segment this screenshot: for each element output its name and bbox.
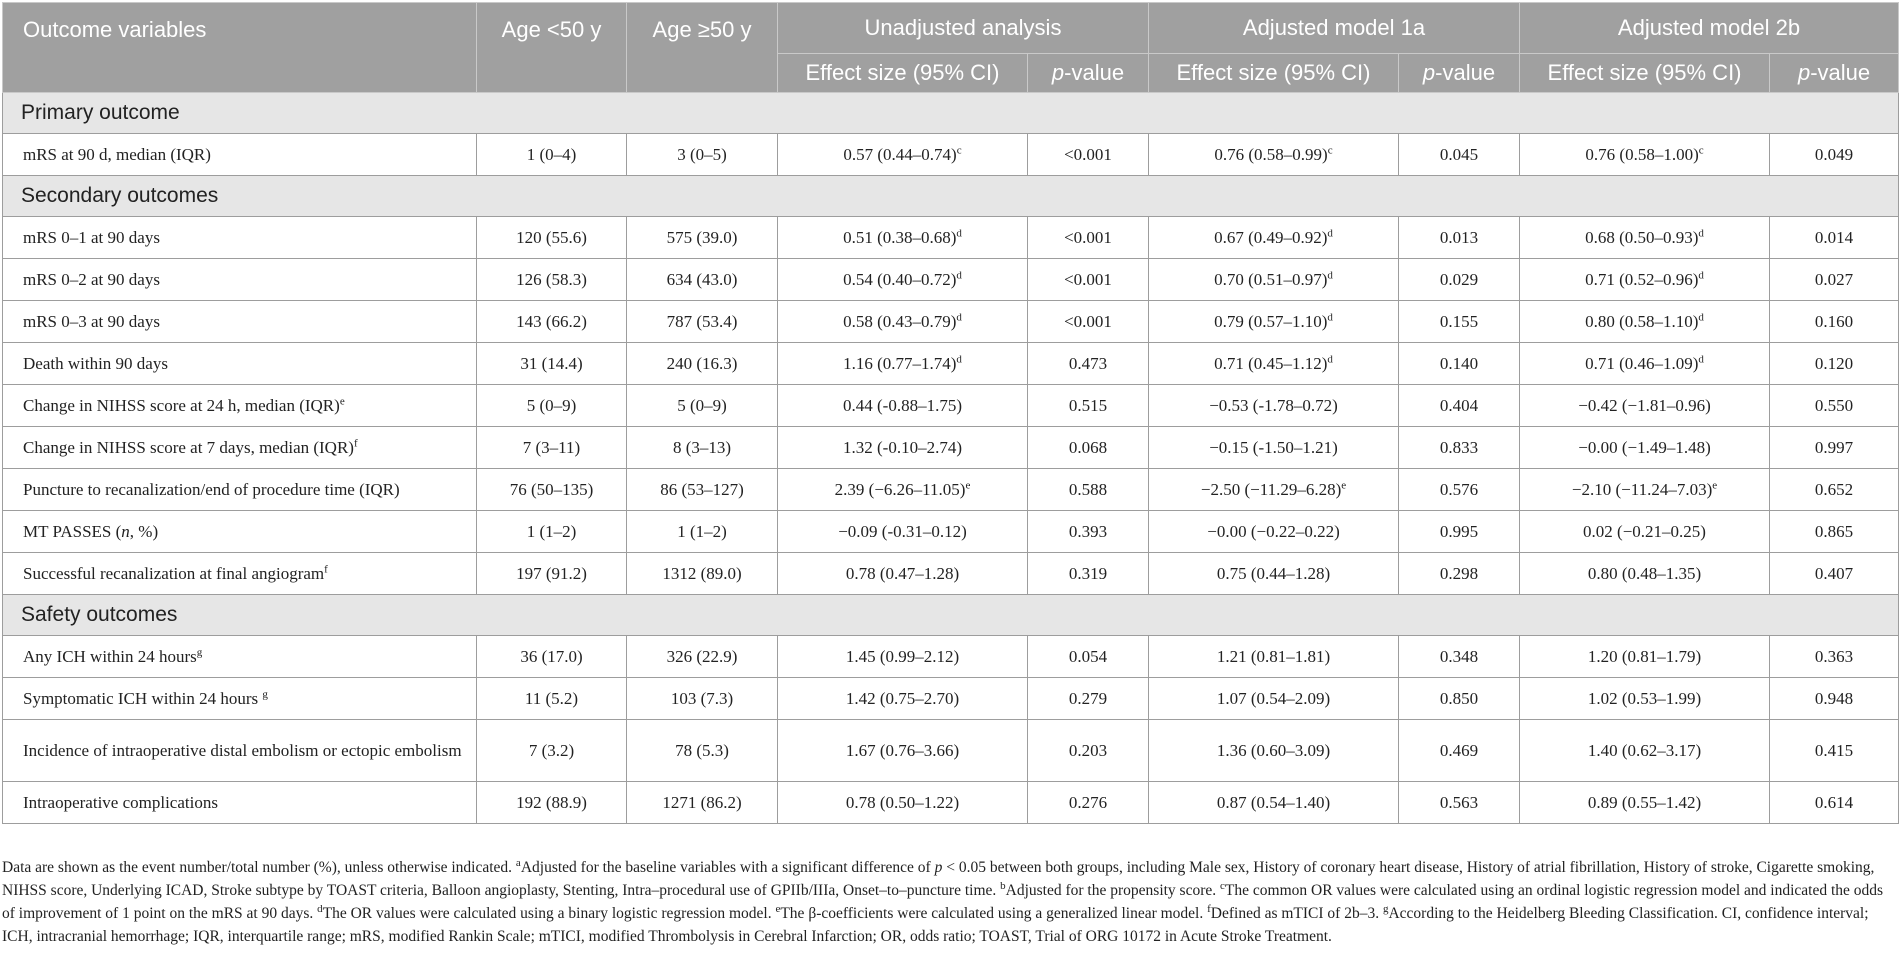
outcome-label: [3, 782, 477, 824]
cell-p-value: <0.001: [1028, 259, 1149, 301]
table-row: [3, 134, 1899, 176]
table-row: [3, 469, 1899, 511]
outcome-label: [3, 343, 477, 385]
section-title: Secondary outcomes: [3, 176, 1899, 217]
header-effect-size: Effect size (95% CI): [1149, 54, 1399, 93]
cell-age-under-50: 120 (55.6): [477, 217, 627, 259]
cell-age-50-plus: 634 (43.0): [627, 259, 778, 301]
cell-p-value: 0.027: [1770, 259, 1899, 301]
outcome-label-text: Change in NIHSS score at 24 h, median (IQR): [23, 395, 340, 415]
header-model-1a: Adjusted model 1a: [1149, 3, 1520, 54]
outcome-label: [3, 301, 477, 343]
footnote-mark: d: [956, 352, 962, 365]
cell-effect-size: [1520, 259, 1770, 301]
cell-effect-size: [1520, 427, 1770, 469]
effect-size-value: 0.80 (0.48–1.35): [1587, 563, 1702, 583]
header-effect-size: Effect size (95% CI): [1520, 54, 1770, 93]
cell-effect-size: [1149, 720, 1399, 782]
outcome-label: [3, 636, 477, 678]
effect-size-value: 1.20 (0.81–1.79): [1587, 646, 1702, 666]
cell-effect-size: [1520, 720, 1770, 782]
cell-p-value: 0.997: [1770, 427, 1899, 469]
cell-p-value: 0.576: [1399, 469, 1520, 511]
outcome-label-text: Intraoperative complications: [23, 792, 218, 812]
outcome-label-text: mRS 0–3 at 90 days: [23, 311, 160, 331]
footnote-mark: f: [324, 562, 328, 575]
cell-effect-size: [1520, 301, 1770, 343]
cell-effect-size: [778, 134, 1028, 176]
cell-p-value: 0.865: [1770, 511, 1899, 553]
cell-effect-size: [778, 385, 1028, 427]
cell-p-value: 0.140: [1399, 343, 1520, 385]
effect-size-value: 1.42 (0.75–2.70): [845, 688, 960, 708]
effect-size-value: 0.75 (0.44–1.28): [1216, 563, 1331, 583]
outcome-label-text: mRS 0–1 at 90 days: [23, 227, 160, 247]
effect-size-value: 1.21 (0.81–1.81): [1216, 646, 1331, 666]
effect-size-value: −0.00 (−0.22–0.22): [1207, 521, 1340, 541]
cell-p-value: 0.045: [1399, 134, 1520, 176]
cell-age-50-plus: 1271 (86.2): [627, 782, 778, 824]
table-header: [3, 3, 1899, 93]
section-row: [3, 93, 1899, 134]
outcome-label: [3, 217, 477, 259]
cell-effect-size: [778, 511, 1028, 553]
cell-p-value: 0.068: [1028, 427, 1149, 469]
outcome-label-text: Symptomatic ICH within 24 hours: [23, 688, 263, 708]
section-row: [3, 176, 1899, 217]
cell-effect-size: [1149, 636, 1399, 678]
effect-size-value: 0.54 (0.40–0.72): [843, 269, 957, 289]
cell-effect-size: [1520, 782, 1770, 824]
cell-effect-size: [1149, 134, 1399, 176]
footnote-mark: g: [262, 687, 268, 700]
header-unadjusted: Unadjusted analysis: [778, 3, 1149, 54]
footnote-mark: d: [1327, 352, 1333, 365]
effect-size-value: 1.07 (0.54–2.09): [1216, 688, 1331, 708]
cell-effect-size: [1520, 134, 1770, 176]
footnote-mark: d: [1327, 268, 1333, 281]
outcome-label: [3, 427, 477, 469]
cell-p-value: 0.415: [1770, 720, 1899, 782]
cell-p-value: 0.469: [1399, 720, 1520, 782]
effect-size-value: 1.16 (0.77–1.74): [843, 353, 957, 373]
table-row: [3, 259, 1899, 301]
section-title: Safety outcomes: [3, 595, 1899, 636]
cell-age-under-50: 36 (17.0): [477, 636, 627, 678]
table-row: [3, 782, 1899, 824]
cell-p-value: 0.029: [1399, 259, 1520, 301]
cell-p-value: <0.001: [1028, 217, 1149, 259]
cell-p-value: 0.120: [1770, 343, 1899, 385]
outcomes-table: [2, 2, 1899, 824]
cell-effect-size: [1520, 636, 1770, 678]
cell-p-value: 0.363: [1770, 636, 1899, 678]
outcome-label: [3, 511, 477, 553]
footnote-mark: d: [1698, 352, 1704, 365]
cell-p-value: 0.049: [1770, 134, 1899, 176]
effect-size-value: 0.78 (0.47–1.28): [845, 563, 960, 583]
effect-size-value: −0.00 (−1.49–1.48): [1578, 437, 1711, 457]
outcome-label-text: Puncture to recanalization/end of procedure time (IQR): [23, 479, 400, 499]
table-footnotes: Data are shown as the event number/total number (%), unless otherwise indicated. $^a$Adjusted for the baseline variables with a significant difference of p < 0.05 between both groups, including Male sex, History of coronary heart disease, History of atrial fibrillation, History of stroke, Cigarette smoking, NIHSS score, Underlying ICAD, Stroke subtype by TOAST criteria, Balloon angioplasty, Stenting, Intra–procedural use of GPIIb/IIIa, Onset–to–puncture time. $^b$Adjusted for the propensity score. $^c$The common OR values were calculated using an ordinal logistic regression model and indicated the odds of improvement of 1 point on the mRS at 90 days. $^d$The OR values were calculated using a binary logistic regression model. $^e$The β-coefficients were calculated using a generalized linear model. $^f$Defined as mTICI of 2b–3. $^g$According to the Heidelberg Bleeding Classification. CI, confidence interval; ICH, intracranial hemorrhage; IQR, interquartile range; mRS, modified Rankin Scale; mTICI, modified Thrombolysis in Cerebral Infarction; OR, odds ratio; TOAST, Trial of ORG 10172 in Acute Stroke Treatment.: [2, 856, 1884, 945]
cell-p-value: 0.013: [1399, 217, 1520, 259]
table-row: [3, 385, 1899, 427]
footnote-mark: c: [1698, 143, 1704, 156]
footnote-mark: d: [956, 226, 962, 239]
effect-size-value: 0.71 (0.52–0.96): [1585, 269, 1699, 289]
cell-effect-size: [1149, 217, 1399, 259]
effect-size-value: 0.89 (0.55–1.42): [1587, 792, 1702, 812]
outcome-label-italic: n: [121, 521, 130, 541]
cell-effect-size: [778, 782, 1028, 824]
table-row: [3, 343, 1899, 385]
cell-age-50-plus: 103 (7.3): [627, 678, 778, 720]
cell-p-value: 0.014: [1770, 217, 1899, 259]
cell-age-under-50: 192 (88.9): [477, 782, 627, 824]
cell-age-50-plus: 8 (3–13): [627, 427, 778, 469]
header-age-under-50: Age <50 y: [477, 3, 627, 93]
outcome-label: [3, 553, 477, 595]
cell-age-under-50: 1 (1–2): [477, 511, 627, 553]
cell-effect-size: [1149, 343, 1399, 385]
outcome-label-text: Successful recanalization at final angiogram: [23, 563, 325, 583]
cell-p-value: 0.550: [1770, 385, 1899, 427]
cell-age-under-50: 1 (0–4): [477, 134, 627, 176]
cell-age-50-plus: 3 (0–5): [627, 134, 778, 176]
effect-size-value: −2.10 (−11.24–7.03): [1571, 479, 1713, 499]
section-row: [3, 595, 1899, 636]
cell-p-value: 0.319: [1028, 553, 1149, 595]
cell-effect-size: [1149, 511, 1399, 553]
outcome-label: [3, 678, 477, 720]
footnote-mark: f: [353, 436, 358, 449]
cell-age-50-plus: 575 (39.0): [627, 217, 778, 259]
table-row: [3, 720, 1899, 782]
table-row: [3, 511, 1899, 553]
cell-p-value: 0.054: [1028, 636, 1149, 678]
cell-p-value: 0.614: [1770, 782, 1899, 824]
effect-size-value: 0.79 (0.57–1.10): [1214, 311, 1328, 331]
cell-effect-size: [1520, 385, 1770, 427]
cell-effect-size: [1149, 678, 1399, 720]
cell-effect-size: [778, 427, 1028, 469]
cell-effect-size: [1520, 553, 1770, 595]
header-outcome-variables: Outcome variables: [3, 3, 477, 93]
cell-p-value: 0.948: [1770, 678, 1899, 720]
footnote-mark: e: [965, 478, 971, 491]
cell-effect-size: [778, 678, 1028, 720]
cell-age-under-50: 31 (14.4): [477, 343, 627, 385]
cell-p-value: 0.298: [1399, 553, 1520, 595]
effect-size-value: 0.57 (0.44–0.74): [843, 144, 957, 164]
effect-size-value: 2.39 (−6.26–11.05): [834, 479, 966, 499]
footnote-mark: e: [339, 394, 345, 407]
cell-effect-size: [1149, 553, 1399, 595]
cell-age-50-plus: 326 (22.9): [627, 636, 778, 678]
footnote-mark: c: [956, 143, 962, 156]
outcome-label: [3, 259, 477, 301]
footnote-mark: e: [1341, 478, 1347, 491]
cell-p-value: 0.515: [1028, 385, 1149, 427]
cell-effect-size: [1149, 427, 1399, 469]
cell-p-value: 0.652: [1770, 469, 1899, 511]
effect-size-value: 0.78 (0.50–1.22): [845, 792, 960, 812]
cell-p-value: <0.001: [1028, 134, 1149, 176]
footnote-mark: g: [196, 645, 203, 658]
footnote-mark: d: [1698, 226, 1704, 239]
effect-size-value: 0.76 (0.58–1.00): [1585, 144, 1699, 164]
outcome-label-text: Incidence of intraoperative distal embolism or ectopic embolism: [23, 740, 462, 760]
table-row: [3, 217, 1899, 259]
outcome-label-suffix: , %): [129, 521, 159, 541]
table-row: [3, 301, 1899, 343]
outcome-label: [3, 469, 477, 511]
outcome-label-text: mRS at 90 d, median (IQR): [23, 144, 211, 164]
cell-age-under-50: 7 (3.2): [477, 720, 627, 782]
effect-size-value: 0.58 (0.43–0.79): [843, 311, 957, 331]
cell-effect-size: [1520, 469, 1770, 511]
cell-effect-size: [778, 217, 1028, 259]
cell-p-value: 0.404: [1399, 385, 1520, 427]
effect-size-value: 1.32 (-0.10–2.74): [843, 437, 962, 457]
footnote-mark: c: [1327, 143, 1333, 156]
outcome-label-text: Any ICH within 24 hours: [23, 646, 197, 666]
cell-p-value: 0.276: [1028, 782, 1149, 824]
cell-age-50-plus: 5 (0–9): [627, 385, 778, 427]
table-row: [3, 427, 1899, 469]
cell-p-value: 0.279: [1028, 678, 1149, 720]
outcome-label-text: Change in NIHSS score at 7 days, median (IQR): [23, 437, 354, 457]
cell-effect-size: [778, 343, 1028, 385]
cell-age-under-50: 7 (3–11): [477, 427, 627, 469]
cell-effect-size: [1520, 678, 1770, 720]
effect-size-value: 1.67 (0.76–3.66): [845, 740, 960, 760]
cell-effect-size: [1520, 217, 1770, 259]
outcome-label-text: Death within 90 days: [23, 353, 168, 373]
footnote-mark: e: [1712, 478, 1718, 491]
cell-p-value: 0.588: [1028, 469, 1149, 511]
header-model-2b: Adjusted model 2b: [1520, 3, 1899, 54]
effect-size-value: 0.68 (0.50–0.93): [1585, 227, 1699, 247]
effect-size-value: 0.71 (0.45–1.12): [1214, 353, 1328, 373]
cell-effect-size: [1149, 782, 1399, 824]
table-body: [3, 93, 1899, 824]
cell-p-value: 0.833: [1399, 427, 1520, 469]
cell-effect-size: [778, 720, 1028, 782]
effect-size-value: 1.36 (0.60–3.09): [1216, 740, 1331, 760]
effect-size-value: 1.02 (0.53–1.99): [1587, 688, 1702, 708]
cell-p-value: 0.155: [1399, 301, 1520, 343]
effect-size-value: 0.80 (0.58–1.10): [1585, 311, 1699, 331]
cell-age-50-plus: 86 (53–127): [627, 469, 778, 511]
effect-size-value: 0.67 (0.49–0.92): [1214, 227, 1328, 247]
footnote-mark: d: [1698, 268, 1704, 281]
effect-size-value: 1.45 (0.99–2.12): [845, 646, 960, 666]
cell-p-value: 0.407: [1770, 553, 1899, 595]
effect-size-value: 1.40 (0.62–3.17): [1587, 740, 1702, 760]
cell-p-value: 0.393: [1028, 511, 1149, 553]
effect-size-value: −2.50 (−11.29–6.28): [1200, 479, 1342, 499]
cell-effect-size: [778, 636, 1028, 678]
cell-age-50-plus: 78 (5.3): [627, 720, 778, 782]
cell-effect-size: [1149, 301, 1399, 343]
header-effect-size: Effect size (95% CI): [778, 54, 1028, 93]
header-p-value: p-value: [1399, 54, 1520, 93]
outcome-label: [3, 134, 477, 176]
outcome-label-text: MT PASSES (: [23, 521, 122, 541]
outcome-label: [3, 720, 477, 782]
table-row: [3, 678, 1899, 720]
cell-age-under-50: 76 (50–135): [477, 469, 627, 511]
cell-p-value: 0.348: [1399, 636, 1520, 678]
cell-effect-size: [1149, 469, 1399, 511]
cell-effect-size: [1149, 259, 1399, 301]
cell-p-value: 0.473: [1028, 343, 1149, 385]
cell-effect-size: [778, 259, 1028, 301]
cell-p-value: 0.563: [1399, 782, 1520, 824]
outcome-label-text: mRS 0–2 at 90 days: [23, 269, 160, 289]
cell-p-value: 0.160: [1770, 301, 1899, 343]
cell-p-value: 0.203: [1028, 720, 1149, 782]
cell-effect-size: [778, 553, 1028, 595]
footnote-mark: d: [1327, 226, 1333, 239]
footnote-mark: d: [1698, 310, 1704, 323]
cell-age-under-50: 5 (0–9): [477, 385, 627, 427]
cell-age-50-plus: 240 (16.3): [627, 343, 778, 385]
cell-effect-size: [1520, 343, 1770, 385]
effect-size-value: 0.44 (-0.88–1.75): [843, 395, 962, 415]
effect-size-value: 0.87 (0.54–1.40): [1216, 792, 1331, 812]
cell-age-under-50: 143 (66.2): [477, 301, 627, 343]
cell-effect-size: [1149, 385, 1399, 427]
footnote-mark: d: [956, 268, 962, 281]
table-row: [3, 553, 1899, 595]
cell-effect-size: [778, 469, 1028, 511]
effect-size-value: −0.53 (-1.78–0.72): [1209, 395, 1338, 415]
section-title: Primary outcome: [3, 93, 1899, 134]
footnote-mark: d: [1327, 310, 1333, 323]
cell-age-50-plus: 787 (53.4): [627, 301, 778, 343]
cell-p-value: <0.001: [1028, 301, 1149, 343]
cell-age-under-50: 126 (58.3): [477, 259, 627, 301]
outcome-label: [3, 385, 477, 427]
header-p-value: p-value: [1028, 54, 1149, 93]
cell-p-value: 0.850: [1399, 678, 1520, 720]
effect-size-value: −0.09 (-0.31–0.12): [838, 521, 967, 541]
header-p-value: p-value: [1770, 54, 1899, 93]
effect-size-value: −0.42 (−1.81–0.96): [1578, 395, 1711, 415]
table-row: [3, 636, 1899, 678]
cell-age-50-plus: 1 (1–2): [627, 511, 778, 553]
effect-size-value: 0.76 (0.58–0.99): [1214, 144, 1328, 164]
cell-effect-size: [1520, 511, 1770, 553]
header-age-50-plus: Age ≥50 y: [627, 3, 778, 93]
effect-size-value: 0.71 (0.46–1.09): [1585, 353, 1699, 373]
effect-size-value: 0.70 (0.51–0.97): [1214, 269, 1328, 289]
effect-size-value: 0.51 (0.38–0.68): [843, 227, 957, 247]
cell-age-under-50: 197 (91.2): [477, 553, 627, 595]
cell-p-value: 0.995: [1399, 511, 1520, 553]
footnote-mark: d: [956, 310, 962, 323]
cell-effect-size: [778, 301, 1028, 343]
cell-age-50-plus: 1312 (89.0): [627, 553, 778, 595]
effect-size-value: −0.15 (-1.50–1.21): [1209, 437, 1338, 457]
effect-size-value: 0.02 (−0.21–0.25): [1583, 521, 1706, 541]
cell-age-under-50: 11 (5.2): [477, 678, 627, 720]
